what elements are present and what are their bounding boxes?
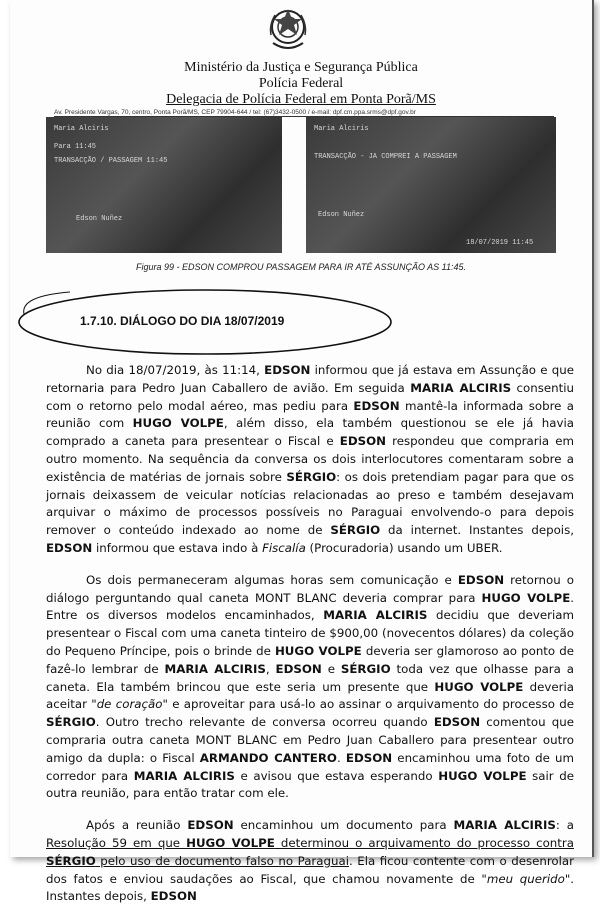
text-run: , além disso, ela também questionou se ele já havia comprado a caneta para presentear o Fiscal e xyxy=(46,416,574,449)
person-name: EDSON xyxy=(264,363,311,377)
person-name: HUGO VOLPE xyxy=(132,416,224,431)
person-name: HUGO VOLPE xyxy=(434,679,524,694)
text-run: e aproveitar para usá-lo ao assinar o arquivamento do processo de xyxy=(167,697,574,712)
person-name: MARIA ALCIRIS xyxy=(323,608,428,623)
text-run: deveria aceitar xyxy=(46,679,575,712)
text-run: , xyxy=(265,661,276,676)
person-name: EDSON xyxy=(275,661,322,676)
text-run: toda vez que olhasse para a caneta. Ela também brincou que este seria um presente que xyxy=(46,661,575,694)
paragraph-1 xyxy=(46,362,574,558)
chat-screenshot-left xyxy=(46,117,282,253)
screenshot-text: Maria Alciris xyxy=(314,125,369,133)
text-run: . xyxy=(336,750,346,765)
text-run: mantê-la informada sobre a reunião com xyxy=(46,398,574,431)
person-name: MARIA ALCIRIS xyxy=(410,380,512,395)
text-run: . Ela ficou contente com o desenrolar dos fatos e enviou saudações ao Fiscal, que chamou novamente de xyxy=(46,853,574,886)
text-run: . Entre os diversos modelos encaminhados, xyxy=(46,590,574,623)
text-run: . Outro trecho relevante de conversa ocorreu quando xyxy=(95,715,434,730)
person-name: HUGO VOLPE xyxy=(438,768,527,783)
screenshot-text: TRANSACÇÃO - JA COMPREI A PASSAGEM xyxy=(314,153,457,161)
text-run: consentiu com o retorno pelo modal aéreo, mas pediu para xyxy=(46,380,574,413)
text-run: Os dois permaneceram algumas horas sem comunicação e xyxy=(86,572,458,587)
text-run: determinou o arquivamento do processo contra xyxy=(274,835,574,850)
agency-name: Polícia Federal xyxy=(258,76,344,91)
text-run: : a xyxy=(555,818,574,833)
person-name: SÉRGIO xyxy=(340,661,391,676)
text-run: informou que já estava em Assunção e que retornaria para Pedro Juan Caballero de avião. Em seguida xyxy=(46,363,574,395)
text-run: pelo uso de documento falso no Paraguai xyxy=(95,853,349,868)
person-name: HUGO VOLPE xyxy=(186,835,275,850)
person-name: EDSON xyxy=(150,889,197,904)
person-name: EDSON xyxy=(457,572,505,587)
screenshot-text: 18/07/2019 11:45 xyxy=(466,239,534,247)
person-name: EDSON xyxy=(345,750,393,765)
screenshot-text: Maria Alciris xyxy=(54,125,109,133)
italic-term: Fiscalía xyxy=(262,540,306,555)
text-run: . Instantes depois, xyxy=(46,871,575,904)
text-run: sair de outra reunião, para então tratar com ele. xyxy=(46,768,574,801)
person-name: MARIA ALCIRIS xyxy=(164,661,266,676)
screenshot-text: Edson Nuñez xyxy=(76,215,123,223)
person-name: HUGO VOLPE xyxy=(274,643,362,658)
text-run: retornou o diálogo perguntando qual caneta MONT BLANC deveria comprar para xyxy=(46,572,574,605)
person-name: EDSON xyxy=(46,540,93,555)
person-name: ARMANDO CANTERO xyxy=(199,750,337,765)
section-title: 1.7.10. DIÁLOGO DO DIA 18/07/2019 xyxy=(80,314,285,328)
text-run: : os dois pretendiam pagar para que os jornais deixassem de veicular notícias relacionadas ao preso e também desejavam arquivar o máximo de processos possíveis no Paraguai envolvendo-o para depois remover o conteúdo indexado ao nome de xyxy=(46,469,574,538)
person-name: EDSON xyxy=(339,434,387,449)
screenshot-text: Edson Nuñez xyxy=(318,211,365,219)
text-run: comentou que compraria outra caneta MONT BLANC em Pedro Juan Caballero para presentear outro amigo da dupla: o Fiscal xyxy=(46,715,574,765)
screenshot-text: Para 11:45 xyxy=(54,143,97,151)
italic-quote: "meu querido" xyxy=(481,871,571,886)
person-name: EDSON xyxy=(187,818,234,833)
text-run: da internet. Instantes depois, xyxy=(380,523,574,538)
ministry-name: Ministério da Justiça e Segurança Pública xyxy=(184,60,418,75)
person-name: MARIA ALCIRIS xyxy=(453,818,556,833)
person-name: EDSON xyxy=(353,398,400,413)
person-name: SÉRGIO xyxy=(46,853,96,868)
text-run: informou que estava indo à xyxy=(92,540,263,555)
text-run: deveria ser glamoroso ao ponto de fazê-lo lembrar de xyxy=(46,643,574,676)
office-name: Delegacia de Polícia Federal em Ponta Porã/MS xyxy=(166,92,436,107)
person-name: SÉRGIO xyxy=(286,469,337,484)
paragraph-2 xyxy=(46,572,574,803)
text-run: Após a reunião xyxy=(86,818,188,833)
screenshot-text: TRANSACÇÃO / PASSAGEM 11:45 xyxy=(54,157,168,165)
body-text xyxy=(46,362,574,920)
text-run: encaminhou um documento para xyxy=(233,818,454,833)
person-name: MARIA ALCIRIS xyxy=(133,768,235,783)
italic-quote: "de coração" xyxy=(91,697,168,712)
office-address: Av. Presidente Vargas, 70, centro, Ponta Porã/MS, CEP 79904-644 / tel: (67)3432-0500 / e-mail: dpf.cm.ppa.srms@dpf.gov.br xyxy=(54,109,554,117)
text-run: (Procuradoria) usando um UBER. xyxy=(305,540,503,555)
chat-screenshot-right xyxy=(306,117,556,253)
text-run: encaminhou uma foto de um corredor para xyxy=(46,750,574,783)
text-run: decidiu que deveriam presentear o Fiscal com uma caneta tinteiro de $900,00 (novecentos dólares) da coleção do Pequeno Príncipe, pois o brinde de xyxy=(46,608,575,658)
text-run: e xyxy=(321,661,341,676)
coat-of-arms-icon xyxy=(265,5,311,55)
text-run: e avisou que estava esperando xyxy=(234,768,439,783)
paragraph-3 xyxy=(46,817,574,906)
text-run: respondeu que compraria em outro momento. Na sequência da conversa os dois interlocutores comentaram sobre a existência de matérias de jornais sobre xyxy=(46,434,574,484)
figure-caption: Figura 99 - EDSON COMPROU PASSAGEM PARA IR ATÉ ASSUNÇÃO AS 11:45. xyxy=(135,262,467,272)
person-name: HUGO VOLPE xyxy=(481,590,571,605)
person-name: EDSON xyxy=(433,715,481,730)
text-run: No dia 18/07/2019, às 11:14, xyxy=(86,363,265,377)
person-name: SÉRGIO xyxy=(46,715,96,730)
document-page xyxy=(10,0,594,904)
person-name: SÉRGIO xyxy=(330,523,381,538)
text-run: Resolução 59 em que xyxy=(46,835,187,850)
